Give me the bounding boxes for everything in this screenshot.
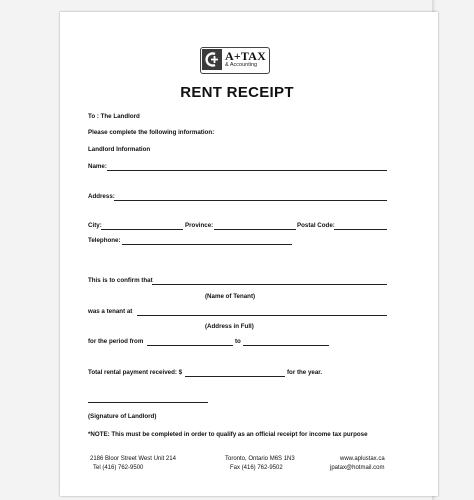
- signature-caption: (Signature of Landlord): [88, 413, 157, 420]
- section-heading-landlord: Landlord Information: [88, 146, 151, 153]
- tenant-address-field-line[interactable]: [137, 315, 387, 316]
- postal-code-field-line[interactable]: [334, 229, 387, 230]
- confirm-intro: This is to confirm that: [88, 277, 153, 284]
- footer-telephone: Tel (416) 762-9500: [93, 465, 144, 471]
- tenant-name-field-line[interactable]: [152, 284, 387, 285]
- footer-website[interactable]: www.aplustax.ca: [340, 456, 385, 462]
- logo-name: A+TAX: [225, 49, 266, 63]
- footer-email[interactable]: jpatax@hotmail.com: [330, 465, 385, 471]
- footer-fax: Fax (416) 762-9502: [230, 465, 283, 471]
- income-tax-note: *NOTE: This must be completed in order to qualify as an official receipt for income tax purpose: [88, 431, 368, 438]
- address-field-line[interactable]: [114, 200, 387, 201]
- payment-amount-field-line[interactable]: [185, 376, 285, 377]
- address-label: Address:: [88, 193, 115, 200]
- address-caption: (Address in Full): [205, 323, 254, 330]
- payment-suffix: for the year.: [287, 369, 323, 376]
- footer-city: Toronto, Ontario M6S 1N3: [225, 456, 295, 462]
- name-label: Name:: [88, 163, 107, 170]
- telephone-label: Telephone:: [88, 237, 121, 244]
- postal-code-label: Postal Code:: [297, 222, 335, 229]
- logo-mark-icon: [202, 49, 222, 70]
- company-logo: [200, 47, 270, 74]
- instructions-text: Please complete the following information:: [88, 129, 215, 136]
- name-field-line[interactable]: [107, 170, 387, 171]
- period-to-field-line[interactable]: [243, 345, 329, 346]
- city-field-line[interactable]: [101, 229, 183, 230]
- footer-address: 2186 Bloor Street West Unit 214: [90, 456, 176, 462]
- period-from-field-line[interactable]: [147, 345, 233, 346]
- telephone-field-line[interactable]: [122, 244, 292, 245]
- payment-label: Total rental payment received: $: [88, 369, 183, 376]
- province-label: Province:: [185, 222, 214, 229]
- tenant-at-label: was a tenant at: [88, 308, 133, 315]
- tenant-name-caption: (Name of Tenant): [205, 293, 256, 300]
- logo-tagline: & Accounting: [225, 62, 258, 68]
- period-to-label: to: [235, 338, 241, 345]
- period-from-label: for the period from: [88, 338, 144, 345]
- to-line: To : The Landlord: [88, 113, 140, 120]
- signature-field-line[interactable]: [88, 402, 208, 403]
- document-title: RENT RECEIPT: [180, 84, 294, 101]
- city-label: City:: [88, 222, 102, 229]
- province-field-line[interactable]: [214, 229, 296, 230]
